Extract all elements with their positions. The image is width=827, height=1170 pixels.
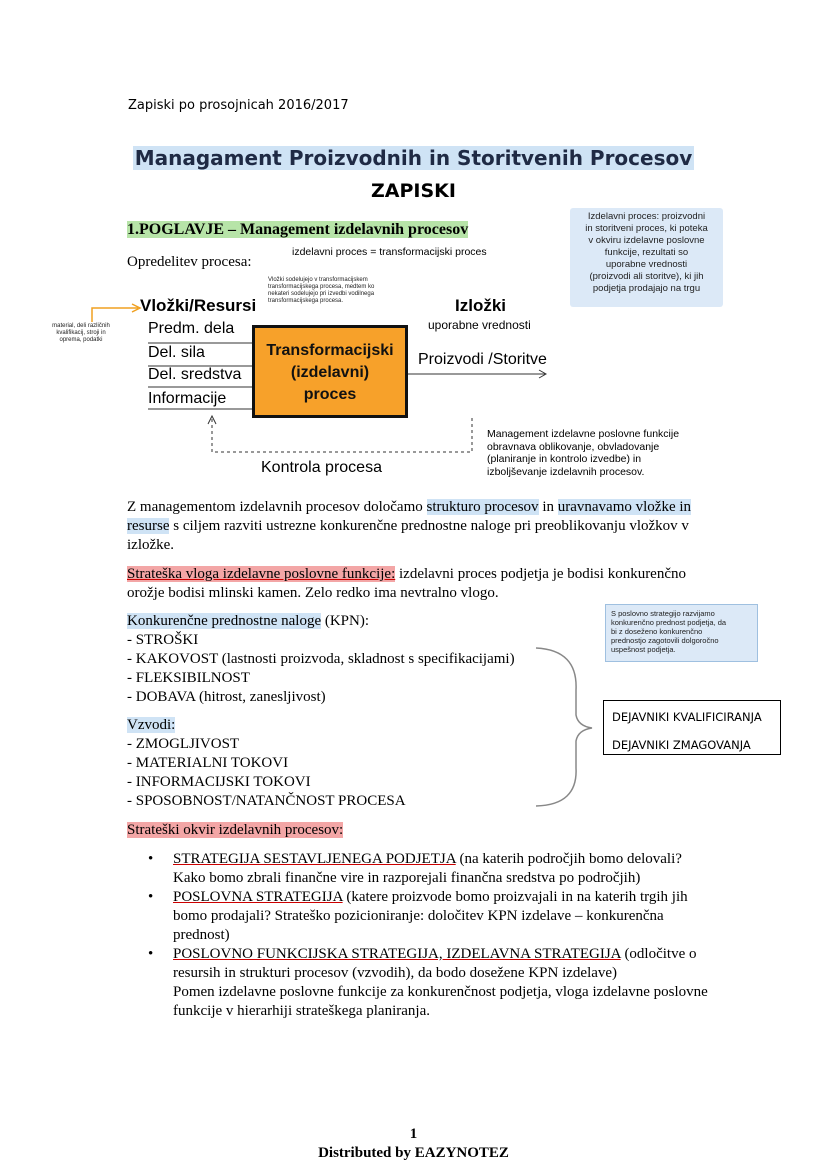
document-subtitle: ZAPISKI [371, 180, 456, 202]
sources-item: - ZMOGLJIVOST [127, 736, 240, 752]
control-loop [212, 418, 472, 452]
framework-after: Pomen izdelavne poslovne funkcije za konkurenčnost podjetja, vloga izdelavne poslovne funkcije v hierarhiji strateškega planiranja. [173, 984, 708, 1019]
callout-izdelavni-proces: Izdelavni proces: proizvodni in storitveni proces, ki poteka v okviru izdelavne poslovne funkcije, rezultati so uporabne vrednosti (proizvodi ali storitve), ki jih podjetja prodajajo na trgu [570, 208, 723, 307]
bullet-icon: • [148, 946, 154, 962]
framework-list [148, 850, 718, 1021]
kpn-heading: Konkurenčne prednostne naloge (KPN): [127, 613, 370, 629]
footer-distributed: Distributed by EAZYNOTEZ [318, 1145, 509, 1161]
left-note: material, deli različnih kvalifikacij, stroji in oprema, podatki [52, 323, 110, 343]
left-note-pointer [92, 308, 138, 322]
kpn-item: - STROŠKI [127, 632, 199, 648]
paragraph-strategic-role: Strateška vloga izdelavne poslovne funkcije: izdelavni proces podjetja je bodisi konkurenčno orožje bodisi mlinski kamen. Zelo redko ima nevtralno vlogo. [127, 566, 686, 601]
top-note: Vložki sodelujejo v transformacijskem transformacijskega procesa, medtem ko nekateri sodelujejo pri izvedbi vodilnega transformacijskega procesa. [268, 277, 375, 304]
chapter-heading: 1.POGLAVJE – Management izdelavnih procesov [127, 221, 469, 238]
sources-heading: Vzvodi: [127, 717, 176, 733]
page-number: 1 [409, 1126, 418, 1142]
input-item: Informacije [148, 390, 227, 407]
framework-item: • POSLOVNA STRATEGIJA (katere proizvode bomo proizvajali in na katerih trgih jih bomo prodajali? Strateško pozicioniranje: določitev KPN izdelave – konkurenčna prednost) [148, 889, 688, 943]
framework-item: • POSLOVNO FUNKCIJSKA STRATEGIJA, IZDELAVNA STRATEGIJA (odločitve o resursih in strukturi procesov (vzvodih), da bodo dosežene KPN izdelave) Pomen izdelavne poslovne funkcije za konkurenčnost podjetja, vloga izdelavne poslovne funkcije v hierarhiji strateškega planiranja. [148, 945, 718, 1021]
bracket [536, 648, 592, 806]
bullet-icon: • [148, 851, 154, 867]
control-label: Kontrola procesa [261, 459, 382, 476]
factors-box: DEJAVNIKI KVALIFICIRANJA DEJAVNIKI ZMAGOVANJA [603, 700, 781, 755]
sources-item: - MATERIALNI TOKOVI [127, 755, 289, 771]
header-note: Zapiski po prosojnicah 2016/2017 [128, 98, 349, 113]
bullet-icon: • [148, 889, 154, 905]
document-title: Managament Proizvodnih in Storitvenih Procesov [134, 146, 693, 170]
input-item: Predm. dela [148, 320, 235, 337]
framework-item: • STRATEGIJA SESTAVLJENEGA PODJETJA (na katerih področjih bomo delovali? Kako bomo zbrali finančne vire in razporejali finančna sredstva po področjih) [148, 851, 682, 886]
input-item: Del. sila [148, 344, 205, 361]
transformation-process-box: Transformacijski (izdelavni) proces [252, 325, 408, 418]
paragraph-management: Z managementom izdelavnih procesov določamo strukturo procesov in uravnavamo vložke in resurse s ciljem razviti ustrezne konkurenčne prednostne naloge pri preoblikovanju vložkov v izložke. [127, 499, 692, 553]
definition-label: Opredelitev procesa: [127, 254, 252, 270]
outputs-title: Izložki [455, 296, 507, 315]
sources-item: - INFORMACIJSKI TOKOVI [127, 774, 311, 790]
outputs-subtitle: uporabne vrednosti [428, 318, 531, 332]
framework-heading: Strateški okvir izdelavnih procesov: [127, 822, 344, 838]
sources-item: - SPOSOBNOST/NATANČNOST PROCESA [127, 793, 406, 809]
strategy-callout: S poslovno strategijo razvijamo konkurenčno prednost podjetja, da bi z doseženo konkurenčno prednostjo zagotovili dolgoročno uspešnost podjetja. [605, 604, 758, 662]
kpn-item: - FLEKSIBILNOST [127, 670, 250, 686]
kpn-item: - KAKOVOST (lastnosti proizvoda, skladnost s specifikacijami) [127, 651, 515, 667]
outputs-item: Proizvodi /Storitve [418, 351, 547, 368]
kpn-item: - DOBAVA (hitrost, zanesljivost) [127, 689, 326, 705]
management-note: Management izdelavne poslovne funkcije obravnava oblikovanje, obvladovanje (planiranje in kontrolo izvedbe) in izboljševanje izdelavnih procesov. [487, 428, 680, 478]
formula-label: izdelavni proces = transformacijski proces [292, 246, 487, 258]
inputs-title: Vložki/Resursi [140, 296, 257, 315]
input-item: Del. sredstva [148, 366, 242, 383]
